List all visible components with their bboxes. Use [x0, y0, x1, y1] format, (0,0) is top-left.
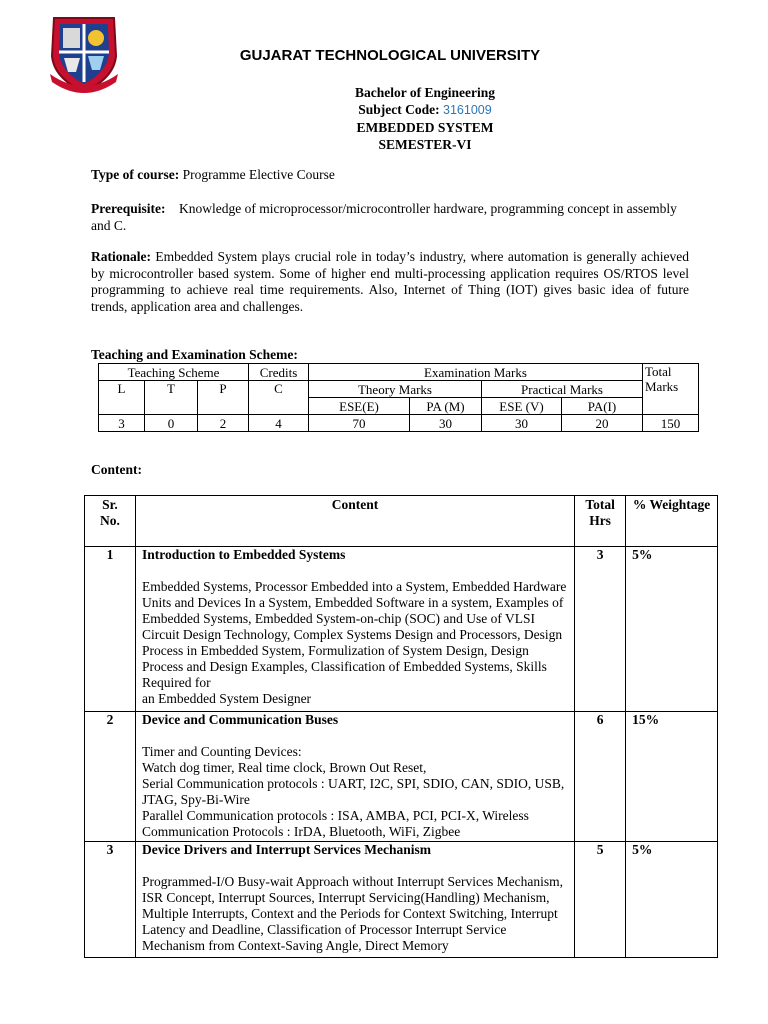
row-title: Device and Communication Buses	[141, 712, 339, 727]
col-ese-v: ESE (V)	[482, 398, 562, 415]
degree: Bachelor of Engineering	[355, 85, 495, 100]
value-pa-i: 20	[562, 415, 643, 432]
rationale	[91, 249, 689, 315]
row-line: Watch dog timer, Real time clock, Brown Out Reset,	[141, 760, 427, 775]
row-body: Embedded Systems, Processor Embedded into a System, Embedded Hardware Units and Devices In a System, Embedded Software in a system, Examples of Embedded Systems, Embedded System-on-chip (SOC) and Use of VLSI Circuit Design Technology, Complex Systems Design and Processors, Design Process in Embedded System, Formulization of System Design, Design Process and Design Examples, Classification of Embedded Systems, Skills Required for	[141, 579, 567, 690]
value-ese-v: 30	[482, 415, 562, 432]
practical-marks-header: Practical Marks	[482, 381, 643, 398]
row-sr-no: 2	[85, 712, 136, 842]
header-total-hrs: Total Hrs	[575, 496, 626, 547]
row-title: Device Drivers and Interrupt Services Mechanism	[141, 842, 432, 857]
theory-marks-header: Theory Marks	[309, 381, 482, 398]
content-row-2	[85, 712, 718, 842]
row-content	[135, 712, 574, 842]
value-total: 150	[643, 415, 699, 432]
semester: SEMESTER-VI	[378, 137, 472, 152]
course-type-value: Programme Elective Course	[182, 167, 335, 182]
subject-code-line	[220, 101, 630, 119]
prerequisite	[91, 201, 689, 234]
value-pa-m: 30	[410, 415, 482, 432]
row-line: Parallel Communication protocols : ISA, AMBA, PCI, PCI-X, Wireless Communication Protocols : IrDA, Bluetooth, WiFi, Zigbee	[141, 808, 529, 839]
content-row-1	[85, 547, 718, 712]
content-table	[84, 495, 718, 958]
row-hrs: 5	[575, 842, 626, 958]
row-body: Programmed-I/O Busy-wait Approach without Interrupt Services Mechanism, ISR Concept, Interrupt Sources, Interrupt Servicing(Handling) Mechanism, Multiple Interrupts, Context and the Periods for Context Switching, Interrupt Latency and Deadline, Classification of Processor Interrupt Service Mechanism from Context-Saving Angle, Direct Memory	[141, 874, 563, 953]
credits-header: Credits	[249, 364, 309, 381]
col-ese-e: ESE(E)	[309, 398, 410, 415]
course-type-label: Type of course:	[91, 167, 180, 182]
value-l: 3	[99, 415, 145, 432]
row-body-continued: an Embedded System Designer	[141, 691, 312, 706]
row-line: Timer and Counting Devices:	[141, 744, 302, 759]
teaching-exam-scheme-table	[98, 363, 699, 432]
col-t: T	[145, 381, 198, 415]
col-pa-m: PA (M)	[410, 398, 482, 415]
rationale-value: Embedded System plays crucial role in today’s industry, where automation is generally achieved by microcontroller based system. Some of higher end multi-processing application requires OS/RTOS level programming to achieve real time requirements. Also, Internet of Thing (IOT) gives basic idea of future trends, application area and challenges.	[91, 249, 690, 314]
row-content	[135, 842, 574, 958]
prerequisite-value: Knowledge of microprocessor/microcontroller hardware, programming concept in assembly and C.	[91, 201, 677, 233]
col-p: P	[198, 381, 249, 415]
header-content: Content	[135, 496, 574, 547]
row-sr-no: 1	[85, 547, 136, 712]
exam-marks-header: Examination Marks	[309, 364, 643, 381]
subject-code-label: Subject Code:	[358, 102, 440, 117]
value-ese-e: 70	[309, 415, 410, 432]
value-c: 4	[249, 415, 309, 432]
subject-name: EMBEDDED SYSTEM	[356, 120, 494, 135]
header-weightage: % Weightage	[626, 496, 718, 547]
row-weightage: 15%	[626, 712, 718, 842]
course-header	[220, 84, 630, 153]
value-p: 2	[198, 415, 249, 432]
row-weightage: 5%	[626, 842, 718, 958]
row-sr-no: 3	[85, 842, 136, 958]
prerequisite-label: Prerequisite:	[91, 201, 166, 216]
scheme-heading: Teaching and Examination Scheme:	[91, 347, 298, 362]
col-pa-i: PA(I)	[562, 398, 643, 415]
value-t: 0	[145, 415, 198, 432]
teaching-scheme-header: Teaching Scheme	[99, 364, 249, 381]
university-name: GUJARAT TECHNOLOGICAL UNIVERSITY	[239, 47, 541, 64]
col-l: L	[99, 381, 145, 415]
content-heading: Content:	[91, 462, 142, 477]
col-c: C	[249, 381, 309, 415]
rationale-label: Rationale:	[91, 249, 151, 264]
row-hrs: 3	[575, 547, 626, 712]
row-title: Introduction to Embedded Systems	[141, 547, 346, 562]
total-marks-header: Total Marks	[643, 364, 699, 415]
row-line: Serial Communication protocols : UART, I2C, SPI, SDIO, CAN, SDIO, USB, JTAG, Spy-Bi-Wire	[141, 776, 565, 807]
row-hrs: 6	[575, 712, 626, 842]
row-weightage: 5%	[626, 547, 718, 712]
course-type	[91, 167, 689, 184]
row-content	[135, 547, 574, 712]
subject-code: 3161009	[443, 103, 492, 117]
content-row-3	[85, 842, 718, 958]
header-sr-no: Sr. No.	[85, 496, 136, 547]
